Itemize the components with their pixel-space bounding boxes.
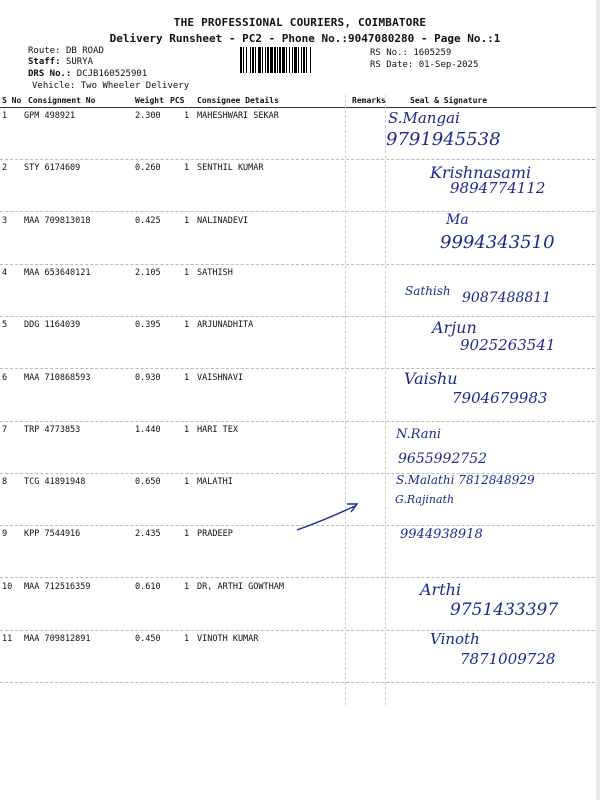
row-pcs: 1 [184, 477, 190, 488]
staff-label: Staff: [28, 57, 61, 67]
row-pcs: 1 [184, 163, 190, 174]
row-pcs: 1 [184, 111, 190, 121]
row-consignment: KPP 7544916 [24, 529, 81, 540]
row-weight: 2.435 [135, 529, 161, 540]
row-consignment: MAA 712516359 [24, 581, 91, 592]
handwritten-phone: 9944938918 [400, 527, 483, 543]
rs-number: RS No.: 1605259 [370, 48, 452, 58]
drs-line [28, 69, 147, 80]
row-consignee: ARJUNADHITA [197, 320, 254, 331]
col-consignment: Consignment No [28, 96, 96, 105]
row-consignment: TRP 4773853 [24, 424, 81, 435]
row-consignee: MALATHI [197, 477, 233, 488]
staff-value: SURYA [65, 57, 94, 67]
vehicle-line: Vehicle: Two Wheeler Delivery [32, 81, 190, 91]
col-remarks: Remarks [352, 96, 386, 105]
handwritten-signature: Krishnasami [430, 163, 532, 183]
row-weight: 0.260 [135, 163, 161, 174]
row-weight: 2.300 [135, 111, 161, 121]
row-sno: 2 [2, 163, 8, 174]
row-consignment: TCG 41891948 [24, 477, 86, 488]
row-consignment: STY 6174609 [24, 163, 81, 174]
handwritten-signature: Vinoth [430, 630, 480, 648]
table-row [0, 578, 600, 631]
row-consignment: GPM 498921 [24, 111, 76, 121]
handwritten-signature: S.Malathi 7812848929 [396, 473, 535, 488]
row-pcs: 1 [184, 267, 190, 278]
handwritten-signature: N.Rani [396, 426, 442, 442]
row-pcs: 1 [184, 424, 190, 435]
handwritten-phone: 9994343510 [440, 231, 555, 253]
row-weight: 0.650 [135, 477, 161, 488]
row-pcs: 1 [184, 372, 190, 383]
arrow-mark [295, 498, 365, 534]
col-consignee: Consignee Details [197, 96, 279, 105]
row-sno: 1 [2, 111, 8, 121]
row-consignee: SATHISH [197, 267, 233, 278]
col-seal: Seal & Signature [410, 96, 488, 105]
row-weight: 0.610 [135, 581, 161, 592]
row-consignee: VINOTH KUMAR [197, 634, 259, 644]
row-pcs: 1 [184, 215, 190, 226]
company-title: THE PROFESSIONAL COURIERS, COIMBATORE [173, 16, 427, 29]
rs-info [370, 47, 478, 71]
row-consignee: VAISHNAVI [197, 372, 244, 383]
handwritten-phone: 9894774112 [450, 179, 546, 198]
col-sno: S No [2, 96, 22, 105]
barcode [240, 47, 366, 73]
row-consignee: PRADEEP [197, 529, 233, 540]
row-pcs: 1 [184, 320, 190, 331]
row-weight: 2.105 [135, 267, 161, 278]
route-line [28, 46, 104, 57]
handwritten-phone: 7904679983 [452, 388, 548, 407]
table-row [0, 316, 600, 369]
row-sno: 7 [2, 424, 8, 435]
row-consignment: DDG 1164039 [24, 320, 81, 331]
staff-line [28, 57, 93, 68]
col-pcs: PCS [170, 96, 185, 105]
handwritten-signature: Vaishu [404, 368, 458, 388]
rs-date: RS Date: 01-Sep-2025 [370, 60, 479, 70]
table-row [0, 630, 600, 683]
row-sno: 8 [2, 477, 8, 488]
drs-value: DCJB160525901 [76, 69, 148, 79]
row-consignee: HARI TEX [197, 424, 238, 435]
row-consignment: MAA 653640121 [24, 267, 91, 278]
handwritten-signature: Ma [446, 211, 469, 228]
scan-edge [596, 0, 600, 800]
row-sno: 5 [2, 320, 8, 331]
row-sno: 9 [2, 529, 8, 540]
row-pcs: 1 [184, 634, 190, 644]
row-sno: 10 [2, 581, 13, 592]
handwritten-phone: 9087488811 [462, 289, 552, 306]
row-pcs: 1 [184, 581, 190, 592]
row-weight: 0.930 [135, 372, 161, 383]
row-weight: 0.450 [135, 634, 161, 644]
handwritten-signature: Arthi [420, 579, 462, 599]
handwritten-phone: 9655992752 [398, 450, 488, 467]
table-row [0, 421, 600, 474]
handwritten-signature: Arjun [432, 318, 477, 338]
handwritten-signature: S.Mangai [388, 109, 460, 127]
handwritten-phone: 9791945538 [386, 129, 501, 150]
row-weight: 0.395 [135, 320, 161, 331]
col-weight: Weight [135, 96, 164, 105]
table-row [0, 212, 600, 265]
route-value: DB ROAD [65, 46, 104, 56]
row-consignee: SENTHIL KUMAR [197, 163, 264, 174]
table-row [0, 369, 600, 422]
row-sno: 11 [2, 634, 13, 644]
runsheet-subtitle: Delivery Runsheet - PC2 - Phone No.:9047080280 - Page No.:1 [109, 32, 501, 45]
handwritten-signature: Sathish [405, 283, 451, 298]
row-consignment: MAA 709812891 [24, 634, 91, 644]
row-consignee: MAHESHWARI SEKAR [197, 111, 279, 121]
row-weight: 1.440 [135, 424, 161, 435]
row-pcs: 1 [184, 529, 190, 540]
row-sno: 6 [2, 372, 8, 383]
row-consignee: NALINADEVI [197, 215, 249, 226]
handwritten-phone: 9025263541 [460, 336, 556, 355]
row-sno: 3 [2, 215, 8, 226]
table-row [0, 159, 600, 212]
row-weight: 0.425 [135, 215, 161, 226]
handwritten-phone: G.Rajinath [395, 493, 455, 507]
handwritten-phone: 9751433397 [450, 599, 559, 620]
table-row [0, 264, 600, 317]
route-label: Route: [28, 46, 61, 56]
row-consignment: MAA 709813018 [24, 215, 91, 226]
drs-label: DRS No.: [28, 69, 72, 79]
table-row [0, 107, 600, 160]
row-consignment: MAA 710868593 [24, 372, 91, 383]
row-consignee: DR, ARTHI GOWTHAM [197, 581, 284, 592]
row-sno: 4 [2, 267, 8, 278]
handwritten-phone: 7871009728 [460, 650, 556, 668]
